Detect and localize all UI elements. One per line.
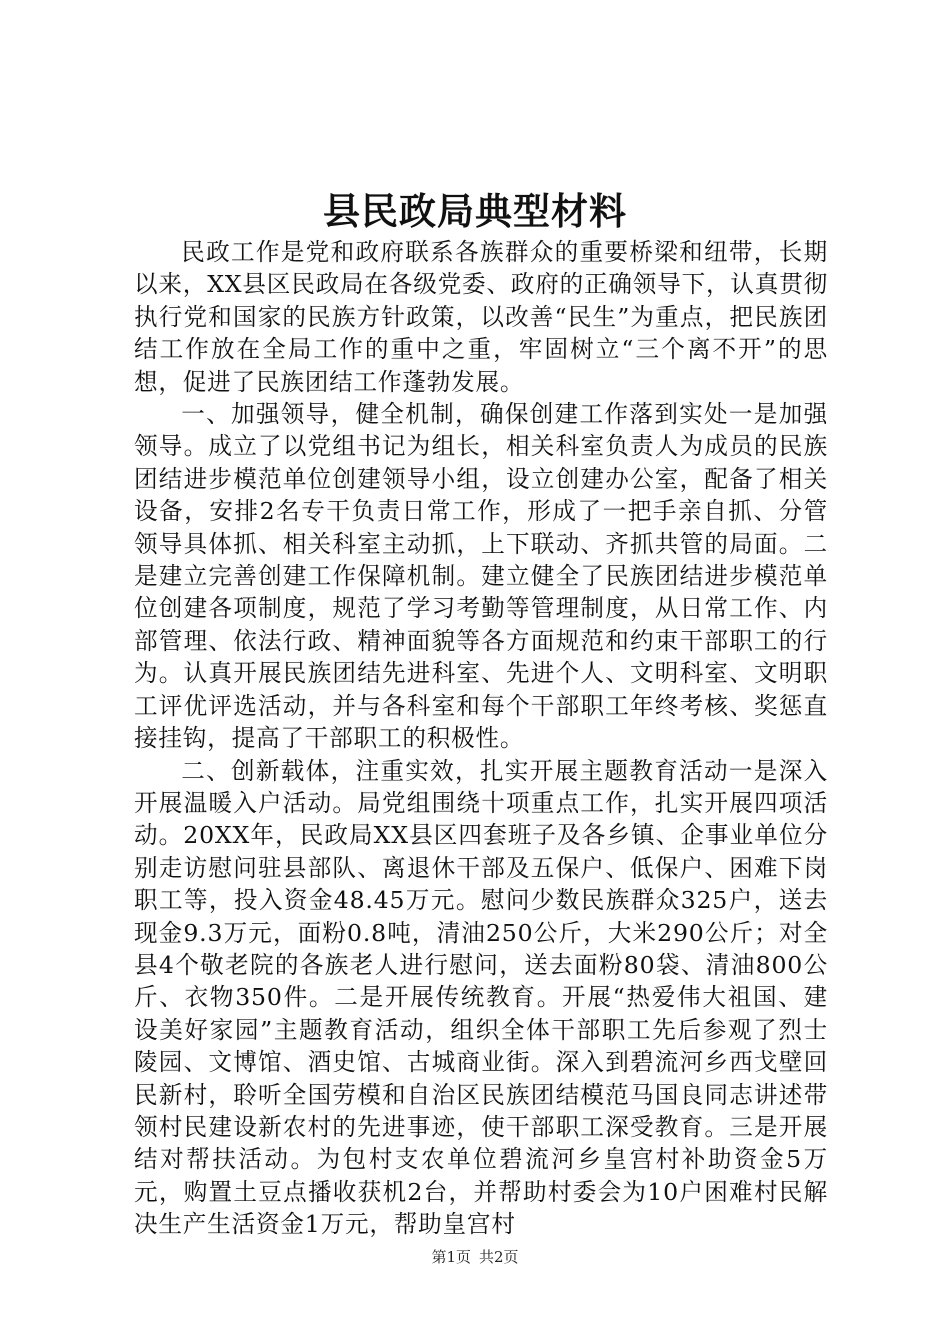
document-body	[134, 236, 828, 1241]
paragraph-section-one: 一、加强领导，健全机制，确保创建工作落到实处一是加强领导。成立了以党组书记为组长，相关科室负责人为成员的民族团结进步模范单位创建领导小组，设立创建办公室，配备了相关设备，安排2名专干负责日常工作，形成了一把手亲自抓、分管领导具体抓、相关科室主动抓，上下联动、齐抓共管的局面。二是建立完善创建工作保障机制。建立健全了民族团结进步模范单位创建各项制度，规范了学习考勤等管理制度，从日常工作、内部管理、依法行政、精神面貌等各方面规范和约束干部职工的行为。认真开展民族团结先进科室、先进个人、文明科室、文明职工评优评选活动，并与各科室和每个干部职工年终考核、奖惩直接挂钩，提高了干部职工的积极性。	[134, 400, 828, 753]
page-footer	[0, 1247, 950, 1267]
paragraph-intro: 民政工作是党和政府联系各族群众的重要桥梁和纽带，长期以来，XX县区民政局在各级党委、政府的正确领导下，认真贯彻执行党和国家的民族方针政策，以改善“民生”为重点，把民族团结工作放在全局工作的重中之重，牢固树立“三个离不开”的思想，促进了民族团结工作蓬勃发展。	[134, 238, 828, 396]
page-total: 共2页	[479, 1248, 519, 1266]
document-title: 县民政局典型材料	[323, 189, 627, 233]
page-number: 第1页	[431, 1248, 471, 1266]
paragraph-section-two: 二、创新载体，注重实效，扎实开展主题教育活动一是深入开展温暖入户活动。局党组围绕十项重点工作，扎实开展四项活动。20XX年，民政局XX县区四套班子及各乡镇、企事业单位分别走访慰问驻县部队、离退休干部及五保户、低保户、困难下岗职工等，投入资金48.45万元。慰问少数民族群众325户，送去现金9.3万元，面粉0.8吨，清油250公斤，大米290公斤；对全县4个敬老院的各族老人进行慰问，送去面粉80袋、清油800公斤、衣物350件。二是开展传统教育。开展“热爱伟大祖国、建设美好家园”主题教育活动，组织全体干部职工先后参观了烈士陵园、文博馆、酒史馆、古城商业街。深入到碧流河乡西戈壁回民新村，聆听全国劳模和自治区民族团结模范马国良同志讲述带领村民建设新农村的先进事迹，使干部职工深受教育。三是开展结对帮扶活动。为包村支农单位碧流河乡皇宫村补助资金5万元，购置土豆点播收获机2台，并帮助村委会为10户困难村民解决生产生活资金1万元，帮助皇宫村	[134, 756, 828, 1239]
